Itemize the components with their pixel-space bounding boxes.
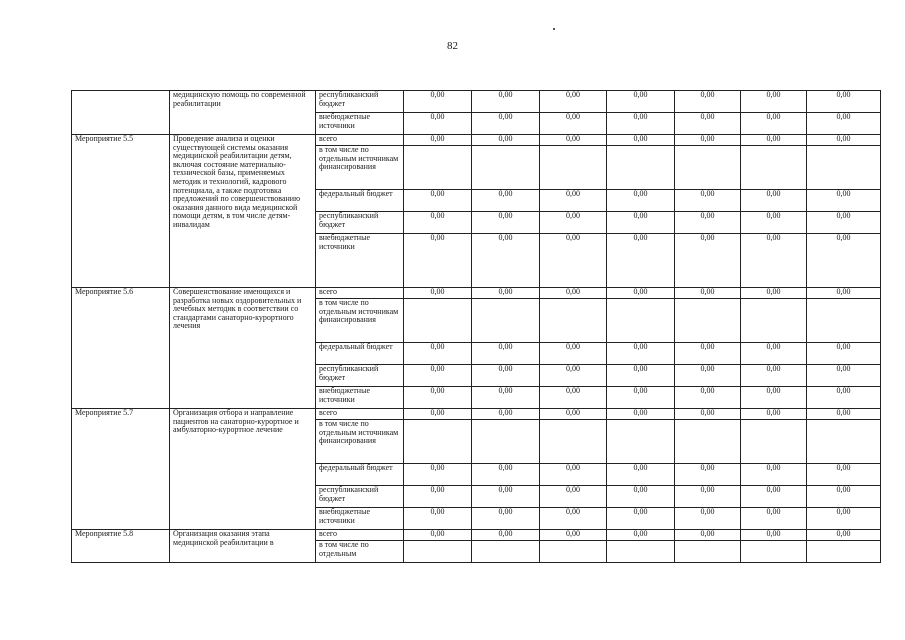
funding-amount: 0,00 xyxy=(741,486,807,508)
funding-amount: 0,00 xyxy=(404,508,472,530)
funding-source: всего xyxy=(316,288,404,299)
funding-amount: 0,00 xyxy=(607,113,675,135)
funding-amount: 0,00 xyxy=(540,530,607,541)
funding-amount xyxy=(741,299,807,343)
page-number: 82 xyxy=(447,40,458,52)
funding-amount: 0,00 xyxy=(540,508,607,530)
funding-amount: 0,00 xyxy=(540,464,607,486)
funding-amount: 0,00 xyxy=(741,212,807,234)
funding-amount: 0,00 xyxy=(807,212,881,234)
funding-amount xyxy=(807,146,881,190)
funding-amount: 0,00 xyxy=(807,365,881,387)
funding-amount xyxy=(807,541,881,563)
funding-amount: 0,00 xyxy=(807,530,881,541)
funding-amount xyxy=(472,541,540,563)
measure-description: медицинскую помощь по современной реабилитации xyxy=(170,91,316,135)
table-row xyxy=(72,288,881,299)
funding-amount: 0,00 xyxy=(741,288,807,299)
funding-amount: 0,00 xyxy=(404,135,472,146)
funding-amount: 0,00 xyxy=(807,486,881,508)
funding-source: федеральный бюджет xyxy=(316,464,404,486)
funding-amount: 0,00 xyxy=(675,113,741,135)
funding-amount: 0,00 xyxy=(675,486,741,508)
funding-amount: 0,00 xyxy=(741,113,807,135)
funding-amount xyxy=(540,146,607,190)
funding-amount xyxy=(404,541,472,563)
funding-amount: 0,00 xyxy=(741,508,807,530)
funding-amount: 0,00 xyxy=(741,464,807,486)
funding-amount xyxy=(540,541,607,563)
scan-speck xyxy=(553,28,555,30)
funding-source: федеральный бюджет xyxy=(316,190,404,212)
funding-amount: 0,00 xyxy=(807,113,881,135)
funding-amount: 0,00 xyxy=(807,464,881,486)
funding-amount: 0,00 xyxy=(607,486,675,508)
funding-amount: 0,00 xyxy=(404,343,472,365)
funding-amount: 0,00 xyxy=(404,365,472,387)
funding-amount: 0,00 xyxy=(675,464,741,486)
funding-amount: 0,00 xyxy=(607,464,675,486)
funding-amount: 0,00 xyxy=(607,530,675,541)
funding-amount: 0,00 xyxy=(675,135,741,146)
funding-amount xyxy=(404,420,472,464)
table-row xyxy=(72,530,881,541)
funding-amount: 0,00 xyxy=(472,365,540,387)
measure-label: Мероприятие 5.6 xyxy=(72,288,170,409)
funding-amount: 0,00 xyxy=(540,135,607,146)
funding-amount: 0,00 xyxy=(607,190,675,212)
funding-amount: 0,00 xyxy=(807,135,881,146)
funding-amount: 0,00 xyxy=(540,91,607,113)
funding-amount xyxy=(404,146,472,190)
funding-amount: 0,00 xyxy=(472,508,540,530)
funding-source: республиканский бюджет xyxy=(316,486,404,508)
funding-source: всего xyxy=(316,409,404,420)
funding-amount: 0,00 xyxy=(741,234,807,288)
funding-amount: 0,00 xyxy=(675,508,741,530)
funding-amount: 0,00 xyxy=(404,234,472,288)
funding-source: республиканский бюджет xyxy=(316,365,404,387)
funding-source: в том числе по отдельным источникам финансирования xyxy=(316,299,404,343)
funding-source: внебюджетные источники xyxy=(316,234,404,288)
funding-amount: 0,00 xyxy=(741,530,807,541)
funding-amount xyxy=(404,299,472,343)
funding-amount: 0,00 xyxy=(675,530,741,541)
funding-amount: 0,00 xyxy=(404,288,472,299)
funding-amount: 0,00 xyxy=(807,91,881,113)
funding-amount: 0,00 xyxy=(741,387,807,409)
funding-source: в том числе по отдельным xyxy=(316,541,404,563)
funding-amount: 0,00 xyxy=(675,288,741,299)
funding-source: внебюджетные источники xyxy=(316,508,404,530)
funding-amount: 0,00 xyxy=(540,190,607,212)
funding-amount: 0,00 xyxy=(540,113,607,135)
funding-amount: 0,00 xyxy=(472,343,540,365)
funding-amount: 0,00 xyxy=(741,190,807,212)
funding-amount xyxy=(607,541,675,563)
funding-amount: 0,00 xyxy=(675,387,741,409)
funding-amount: 0,00 xyxy=(607,409,675,420)
funding-amount xyxy=(607,299,675,343)
funding-amount xyxy=(472,420,540,464)
funding-amount xyxy=(675,146,741,190)
funding-amount xyxy=(807,299,881,343)
funding-amount: 0,00 xyxy=(404,91,472,113)
funding-amount: 0,00 xyxy=(741,343,807,365)
measure-description: Организация оказания этапа медицинской реабилитации в xyxy=(170,530,316,563)
funding-amount: 0,00 xyxy=(741,91,807,113)
funding-amount xyxy=(540,299,607,343)
funding-amount: 0,00 xyxy=(404,190,472,212)
funding-amount: 0,00 xyxy=(540,409,607,420)
funding-amount: 0,00 xyxy=(472,135,540,146)
funding-amount: 0,00 xyxy=(472,113,540,135)
table-row xyxy=(72,91,881,113)
funding-source: внебюджетные источники xyxy=(316,387,404,409)
funding-amount: 0,00 xyxy=(807,190,881,212)
funding-table xyxy=(71,90,881,563)
funding-amount xyxy=(741,146,807,190)
funding-amount xyxy=(540,420,607,464)
funding-amount: 0,00 xyxy=(540,387,607,409)
funding-amount: 0,00 xyxy=(404,387,472,409)
funding-source: всего xyxy=(316,135,404,146)
funding-amount: 0,00 xyxy=(675,212,741,234)
funding-amount: 0,00 xyxy=(404,409,472,420)
funding-source: республиканский бюджет xyxy=(316,91,404,113)
funding-amount: 0,00 xyxy=(607,343,675,365)
funding-amount: 0,00 xyxy=(404,486,472,508)
funding-amount: 0,00 xyxy=(607,212,675,234)
funding-table-body xyxy=(72,91,881,563)
funding-source: внебюджетные источники xyxy=(316,113,404,135)
funding-amount: 0,00 xyxy=(540,365,607,387)
funding-amount xyxy=(607,420,675,464)
funding-amount: 0,00 xyxy=(540,486,607,508)
funding-amount xyxy=(741,420,807,464)
funding-source: федеральный бюджет xyxy=(316,343,404,365)
funding-amount: 0,00 xyxy=(472,91,540,113)
funding-amount: 0,00 xyxy=(540,234,607,288)
funding-amount: 0,00 xyxy=(675,343,741,365)
funding-amount: 0,00 xyxy=(741,409,807,420)
funding-amount xyxy=(675,299,741,343)
funding-amount: 0,00 xyxy=(472,212,540,234)
funding-amount: 0,00 xyxy=(675,409,741,420)
funding-amount xyxy=(741,541,807,563)
funding-amount: 0,00 xyxy=(607,508,675,530)
funding-amount: 0,00 xyxy=(741,135,807,146)
funding-amount: 0,00 xyxy=(741,365,807,387)
funding-amount: 0,00 xyxy=(607,365,675,387)
funding-amount: 0,00 xyxy=(807,343,881,365)
funding-amount: 0,00 xyxy=(807,288,881,299)
funding-amount: 0,00 xyxy=(540,343,607,365)
funding-amount: 0,00 xyxy=(675,234,741,288)
funding-amount: 0,00 xyxy=(607,234,675,288)
funding-amount: 0,00 xyxy=(404,113,472,135)
funding-source: всего xyxy=(316,530,404,541)
measure-description: Совершенствование имеющихся и разработка новых оздоровительных и лечебных методик в соответствии со стандартами санаторно-курортного лечения xyxy=(170,288,316,409)
funding-amount: 0,00 xyxy=(807,234,881,288)
funding-amount xyxy=(472,146,540,190)
funding-amount: 0,00 xyxy=(472,464,540,486)
funding-amount: 0,00 xyxy=(607,387,675,409)
measure-label xyxy=(72,91,170,135)
funding-amount: 0,00 xyxy=(404,530,472,541)
funding-amount: 0,00 xyxy=(404,212,472,234)
funding-amount: 0,00 xyxy=(472,387,540,409)
funding-amount: 0,00 xyxy=(540,212,607,234)
funding-amount xyxy=(472,299,540,343)
measure-description: Организация отбора и направление пациентов на санаторно-курортное и амбулаторно-курортное лечение xyxy=(170,409,316,530)
funding-amount: 0,00 xyxy=(675,365,741,387)
funding-amount: 0,00 xyxy=(607,91,675,113)
funding-amount: 0,00 xyxy=(472,486,540,508)
measure-label: Мероприятие 5.5 xyxy=(72,135,170,288)
funding-amount: 0,00 xyxy=(404,464,472,486)
funding-source: в том числе по отдельным источникам финансирования xyxy=(316,420,404,464)
funding-amount xyxy=(675,420,741,464)
measure-label: Мероприятие 5.8 xyxy=(72,530,170,563)
funding-amount: 0,00 xyxy=(607,135,675,146)
funding-amount: 0,00 xyxy=(607,288,675,299)
measure-label: Мероприятие 5.7 xyxy=(72,409,170,530)
funding-amount: 0,00 xyxy=(807,508,881,530)
funding-amount xyxy=(607,146,675,190)
funding-amount xyxy=(675,541,741,563)
funding-source: в том числе по отдельным источникам финансирования xyxy=(316,146,404,190)
measure-description: Проведение анализа и оценки существующей системы оказания медицинской реабилитации детям, включая состояние материально-технической базы, применяемых методик и технологий, кадрового потенциала, а также подготовка предложений по совершенствованию оказания данного вида медицинской помощи детям, в том числе детям-инвалидам xyxy=(170,135,316,288)
funding-amount: 0,00 xyxy=(472,234,540,288)
funding-amount: 0,00 xyxy=(472,288,540,299)
funding-amount: 0,00 xyxy=(675,190,741,212)
funding-amount: 0,00 xyxy=(472,530,540,541)
funding-amount: 0,00 xyxy=(807,409,881,420)
table-row xyxy=(72,409,881,420)
funding-amount: 0,00 xyxy=(472,409,540,420)
table-row xyxy=(72,135,881,146)
funding-amount: 0,00 xyxy=(807,387,881,409)
funding-amount xyxy=(807,420,881,464)
funding-source: республиканский бюджет xyxy=(316,212,404,234)
funding-amount: 0,00 xyxy=(540,288,607,299)
funding-amount: 0,00 xyxy=(675,91,741,113)
funding-amount: 0,00 xyxy=(472,190,540,212)
